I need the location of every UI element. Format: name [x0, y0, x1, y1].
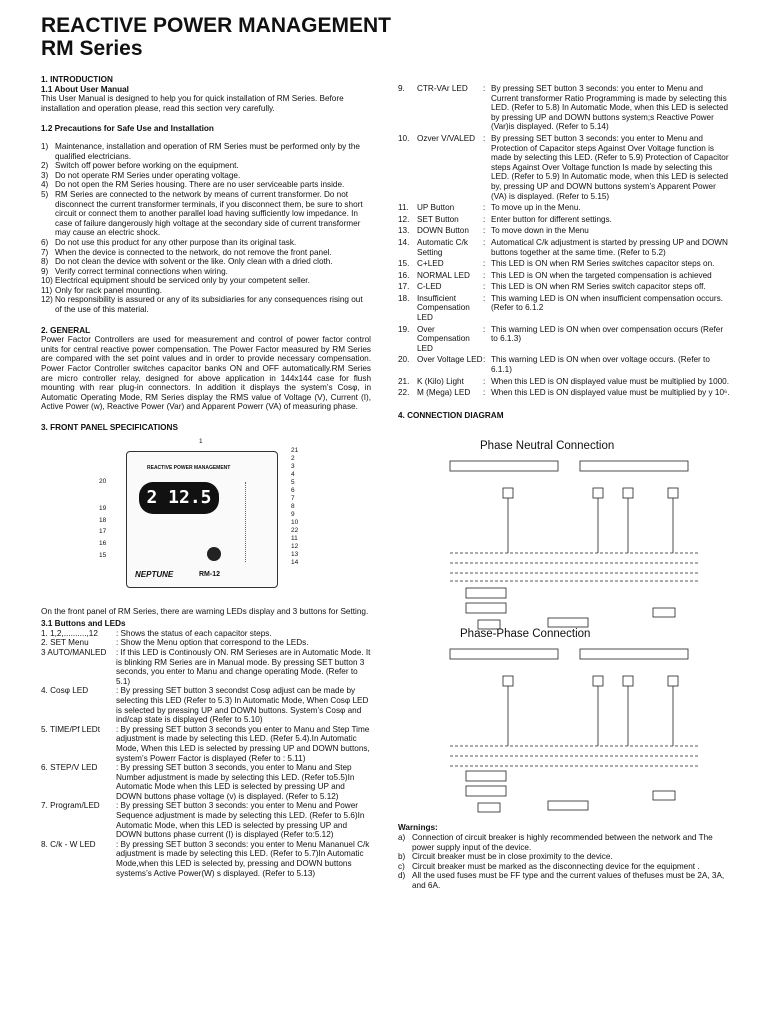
led-key: 1. 1,2,..........,12 — [41, 628, 98, 638]
item-number: 17. — [398, 282, 410, 292]
connection-heading: 4. CONNECTION DIAGRAM — [398, 410, 504, 420]
callout-number: 12 — [291, 542, 299, 550]
led-key: 2. SET Menu — [41, 638, 89, 648]
callout-number: 8 — [291, 502, 295, 510]
item-key: C-LED — [417, 282, 442, 292]
led-description-item — [398, 84, 730, 132]
led-item — [41, 629, 371, 639]
title-line-2: RM Series — [41, 37, 143, 60]
item-text: Only for rack panel mounting. — [55, 285, 162, 295]
callout-number: 22 — [291, 526, 299, 534]
led-item — [41, 638, 371, 648]
item-key: NORMAL LED — [417, 270, 470, 280]
callout-number: 7 — [291, 494, 295, 502]
device-title: REACTIVE POWER MANAGEMENT — [147, 464, 231, 471]
callout-number: 10 — [291, 518, 299, 526]
led-item — [41, 725, 371, 763]
callout-number: 18 — [99, 516, 107, 524]
led-key: 6. STEP/V LED — [41, 763, 98, 773]
item-text: This warning LED is ON when insufficient compensation occurs. (Refer to 6.1.2 — [491, 293, 723, 313]
led-text: : By pressing SET button 3 seconds: you enter to Menu and Power Sequence adjustment is made by selecting this LED. (Refer to 5.6)In Automatic Mode, when this LED is selected by pressing UP and DOWN buttons phase current (I) is displayed (Refer to:5.12) — [116, 801, 365, 840]
callout-number: 13 — [291, 550, 299, 558]
led-description-item — [398, 282, 730, 292]
set-button — [207, 547, 221, 561]
callout-number: 6 — [291, 486, 295, 494]
precaution-item — [41, 267, 371, 277]
item-number: 1) — [41, 141, 49, 151]
item-letter: b) — [398, 852, 406, 862]
warning-item — [398, 852, 730, 862]
led-description-item — [398, 271, 730, 281]
led-description-item — [398, 294, 730, 323]
front-panel-heading: 3. FRONT PANEL SPECIFICATIONS — [41, 423, 178, 432]
led-text: : By pressing SET button 3 secondst Cosφ adjust can be made by selecting this LED (Refer to 5.3) In Automatic Mode, When Cosφ LED is selected by pressing UP and DOWN buttons. System’s Cosφ and ind/cap state is displayed (Refer to 5.10) — [116, 686, 369, 725]
item-number: 6) — [41, 237, 49, 247]
callout-number: 11 — [291, 534, 298, 542]
left-column — [41, 72, 371, 878]
led-key: 4. Cosφ LED — [41, 686, 89, 696]
precaution-item — [41, 161, 371, 171]
precaution-item — [41, 238, 371, 248]
diagram2-title: Phase-Phase Connection — [460, 628, 591, 641]
led-description-item — [398, 355, 730, 374]
callout-top-number: 1 — [199, 437, 203, 445]
led-description-item — [398, 238, 730, 257]
item-text: Connection of circuit breaker is highly recommended between the network and The power supply input of the device. — [412, 833, 713, 852]
device-front — [126, 451, 278, 588]
front-panel-figure — [41, 437, 371, 607]
item-text: By pressing SET button 3 seconds: you enter to Menu and Current transformer Ratio Programming is made by selecting this LED. (Refer to 5.8) In Automatic Mode, when this LED is selected by pressing UP and DOWN buttons system;s Reactive Power (Var)is displayed. (Refer to 5.14) — [491, 84, 729, 132]
warnings-heading: Warnings: — [398, 823, 438, 833]
led-description-item — [398, 325, 730, 354]
item-text: This LED is ON when the targeted compensation is achieved — [491, 270, 712, 280]
led-text: : By pressing SET button 3 seconds you enter to Manu and Step Time adjustment is made by selecting this LED. (Refer 5.4).In Automatic Mode, When this LED is selected by pressing UP and DOWN buttons, system’s Powerr Factor is displayed (Refer to : 5.11) — [116, 724, 370, 763]
item-text: Circuit breaker must be in close proximity to the device. — [412, 852, 613, 862]
colon: : — [483, 226, 486, 236]
item-key: Over Compensation LED — [417, 324, 470, 353]
item-number: 13. — [398, 226, 410, 236]
precautions-list — [41, 142, 371, 315]
item-text: Do not clean the device with solvent or the like. Only clean with a dried cloth. — [55, 257, 333, 267]
item-text: This warning LED is ON when over voltage occurs. (Refer to 6.1.1) — [491, 355, 710, 375]
item-text: To move down in the Menu — [491, 226, 589, 236]
item-number: 18. — [398, 293, 410, 303]
item-text: When this LED is ON displayed value must be multiplied by y 10⁶. — [491, 388, 730, 398]
buttons-leds-list — [41, 629, 371, 878]
item-number: 8) — [41, 257, 49, 267]
colon: : — [483, 355, 486, 365]
colon: : — [483, 84, 486, 93]
colon: : — [483, 324, 486, 334]
precaution-item — [41, 257, 371, 267]
item-number: 16. — [398, 270, 410, 280]
item-text: This LED is ON when RM Series switch capacitor steps off. — [491, 282, 706, 292]
item-number: 12) — [41, 295, 53, 305]
led-item — [41, 648, 371, 686]
item-number: 11) — [41, 285, 53, 295]
precaution-item — [41, 142, 371, 161]
callout-number: 4 — [291, 470, 295, 478]
precaution-item — [41, 180, 371, 190]
device-brand: NEPTUNE — [135, 569, 174, 579]
diagram1-title: Phase Neutral Connection — [480, 440, 615, 453]
item-key: Ozver V/VALED — [417, 133, 476, 143]
item-text: When the device is connected to the network, do not remove the front panel. — [55, 247, 332, 257]
precaution-item — [41, 171, 371, 181]
led-description-item — [398, 215, 730, 225]
item-key: Insufficient Compensation LED — [417, 293, 470, 323]
led-text: : Show the Menu option that correspond to the LEDs. — [116, 638, 309, 648]
precaution-item — [41, 286, 371, 296]
led-column — [245, 482, 274, 562]
front-panel-caption: On the front panel of RM Series, there are warning LEDs display and 3 buttons for Setting. — [41, 606, 369, 616]
item-letter: a) — [398, 833, 406, 842]
device-display: 2 12.5 — [139, 482, 219, 514]
general-text: Power Factor Controllers are used for measurement and control of power factor control units for central reactive power compensation. The Power Factor measured by RM Series are compared with the set point values and in order to provide necessary compensation. Power Factor Controller switches capacitor banks ON and OFF automatically.RM Series are micro controller relay, designed for above application in 144x144 case for flush mounting with rear plug-in connectors. In addition it displays the system’s Cosφ, in Automatic Operating Mode, RM Series display the RMS value of Voltage (V), Current (I), Active Power (w), Reactive Power (Var) and Apparent Powerr (VA) of measuring phase. — [41, 335, 371, 412]
diagram2-wiring — [438, 646, 738, 816]
colon: : — [483, 237, 486, 247]
diagram1-wiring — [438, 458, 738, 641]
colon: : — [483, 133, 486, 143]
colon: : — [483, 214, 486, 224]
left-callout-numbers — [99, 477, 106, 561]
led-item — [41, 763, 371, 801]
callout-number: 20 — [99, 477, 107, 485]
colon: : — [483, 203, 486, 213]
precaution-item — [41, 190, 371, 238]
led-text: : By pressing SET button 3 seconds: you enter to Menu Mananuel C/k adjustment is made by selecting this LED. (Refer to 5.7)In Automatic Mode,when this LED is selected by, pressing and DOWN buttons systems’s Active Power(W) s displayed. (Refer to 5.13) — [116, 839, 370, 878]
item-number: 14. — [398, 237, 410, 247]
colon: : — [483, 388, 486, 398]
warnings-block — [398, 823, 730, 890]
item-letter: c) — [398, 861, 405, 871]
item-number: 10) — [41, 276, 53, 286]
led-item — [41, 840, 371, 878]
item-text: When this LED is ON displayed value must be multiplied by 1000. — [491, 376, 730, 386]
warning-item — [398, 871, 730, 890]
right-callout-numbers — [291, 447, 298, 567]
warnings-list — [398, 833, 730, 891]
callout-number: 5 — [291, 478, 295, 486]
led-item — [41, 686, 371, 724]
warning-item — [398, 862, 730, 872]
item-number: 21. — [398, 376, 410, 386]
callout-number: 3 — [291, 462, 295, 470]
item-number: 2) — [41, 161, 49, 171]
item-key: Over Voltage LED — [417, 355, 483, 365]
precaution-item — [41, 276, 371, 286]
intro-heading: 1. INTRODUCTION — [41, 75, 113, 84]
item-key: K (Kilo) Light — [417, 376, 464, 386]
led-text: : Shows the status of each capacitor steps. — [116, 628, 272, 638]
precautions-heading: 1.2 Precautions for Safe Use and Installation — [41, 124, 214, 134]
intro-subheading: 1.1 About User Manual — [41, 84, 129, 94]
item-number: 7) — [41, 247, 49, 257]
item-text: Do not use this product for any other purpose than its original task. — [55, 237, 297, 247]
item-text: Do not operate RM Series under operating voltage. — [55, 170, 241, 180]
item-number: 20. — [398, 355, 410, 365]
item-text: To move up in the Menu. — [491, 203, 581, 213]
item-key: CTR-VAr LED — [417, 84, 468, 93]
precaution-item — [41, 295, 371, 314]
led-text: : By pressing SET button 3 seconds, you enter to Manu and Step Number adjustment is made by selecting this LED. (Refer to5.5)In Automatic Mode when this LED is selected by pressing UP and DOWN buttons phase voltage (v) is displayed. (Refer to 5.12) — [116, 763, 355, 801]
right-column — [398, 84, 730, 891]
colon: : — [483, 270, 486, 280]
page-title — [41, 14, 391, 60]
colon: : — [483, 376, 486, 386]
led-description-item — [398, 377, 730, 387]
item-text: Electrical equipment should be serviced only by your competent seller. — [55, 276, 310, 286]
item-text: RM Series are connected to the network by means of current transformer. Do not disconnect the current transformer terminals, if you disconnect them, be sure to short circuit or connect them to another parallel load having sufficiently low impedance. In case of failure dangerously high voltage at the secondary side of current transformer may cause an electric shock. — [55, 189, 363, 238]
item-text: Maintenance, installation and operation of RM Series must be performed only by the qualified electricians. — [55, 141, 360, 161]
device-model: RM-12 — [199, 570, 221, 578]
led-description-item — [398, 134, 730, 201]
item-text: Enter button for different settings. — [491, 214, 612, 224]
precaution-item — [41, 248, 371, 258]
buttons-leds-heading: 3.1 Buttons and LEDs — [41, 619, 126, 629]
led-description-item — [398, 388, 730, 398]
item-key: C+LED — [417, 259, 444, 269]
item-key: M (Mega) LED — [417, 388, 471, 398]
led-key: 8. C/k - W LED — [41, 839, 96, 849]
callout-number: 19 — [99, 505, 107, 513]
phase-neutral-diagram — [398, 420, 730, 630]
callout-number: 2 — [291, 454, 295, 462]
callout-number: 9 — [291, 510, 295, 518]
item-key: SET Button — [417, 214, 459, 224]
phase-phase-diagram — [398, 630, 730, 820]
callout-number: 21 — [291, 446, 299, 454]
callout-number: 17 — [99, 528, 107, 536]
led-key: 7. Program/LED — [41, 801, 100, 811]
led-text: : If this LED is Continously ON. RM Serieses are in Automatic Mode. It is blinking RM Series are in Manual mode. By pressing SET button 3 seconds, you enter to Manu and change operating Mode. (Refer to 5.1) — [116, 647, 371, 686]
title-line-1: REACTIVE POWER MANAGEMENT — [41, 14, 392, 37]
led-description-item — [398, 226, 730, 236]
item-number: 15. — [398, 259, 410, 269]
item-number: 11. — [398, 203, 409, 213]
item-number: 9. — [398, 84, 405, 93]
item-number: 9) — [41, 266, 49, 276]
item-letter: d) — [398, 871, 406, 881]
item-text: Circuit breaker must be marked as the disconnecting device for the equipment . — [412, 861, 700, 871]
led-descriptions-list — [398, 84, 730, 398]
item-text: Switch off power before working on the equipment. — [55, 161, 239, 171]
colon: : — [483, 293, 486, 303]
item-number: 19. — [398, 324, 410, 334]
intro-text: This User Manual is designed to help you for quick installation of RM Series. Before installation and operation please, read this section very carefully. — [41, 94, 344, 113]
item-text: All the used fuses must be FF type and the current values of thefuses must be 2A, 3A, and 6A. — [412, 871, 725, 890]
item-key: UP Button — [417, 203, 455, 213]
item-key: Automatic C/k Setting — [417, 237, 468, 257]
item-number: 22. — [398, 388, 410, 398]
item-number: 12. — [398, 214, 410, 224]
colon: : — [483, 259, 486, 269]
callout-number: 16 — [99, 539, 107, 547]
callout-number: 14 — [291, 558, 299, 566]
item-text: This LED is ON when RM Series switches capacitor steps on. — [491, 259, 715, 269]
item-text: Do not open the RM Series housing. There are no user serviceable parts inside. — [55, 180, 345, 190]
callout-number: 15 — [99, 551, 107, 559]
item-key: DOWN Button — [417, 226, 469, 236]
led-item — [41, 801, 371, 839]
general-heading: 2. GENERAL — [41, 325, 91, 335]
item-number: 4) — [41, 180, 49, 190]
item-text: By pressing SET button 3 seconds: you enter to Menu and Protection of Capacitor steps Against Over Voltage function is made by selecting this LED. (Refer to 5.9) Protection of Capacitor steps Against Over Voltage function Is made by selecting this LED. (Refer to 5.9) In Automatic mode, when this LED is selected by, pressing UP and DOWN buttons system’s Apparent Power (VA) is displayed. (Refer to 5.15) — [491, 133, 729, 201]
item-text: No responsibility is assured or any of its subsidiaries for any consequences rising out of the use of this material. — [55, 295, 363, 315]
item-number: 3) — [41, 170, 49, 180]
item-text: Automatical C/k adjustment is started by pressing UP and DOWN buttons together at the same time. (Refer to 5.2) — [491, 237, 728, 257]
led-key: 5. TIME/Pf LEDt — [41, 724, 100, 734]
colon: : — [483, 282, 486, 292]
item-text: This warning LED is ON when over compensation occurs (Refer to 6.1.3) — [491, 324, 724, 344]
item-text: Verify correct terminal connections when wiring. — [55, 266, 228, 276]
warning-item — [398, 833, 730, 852]
led-description-item — [398, 259, 730, 269]
led-description-item — [398, 203, 730, 213]
item-number: 10. — [398, 133, 410, 143]
led-key: 3 AUTO/MANLED — [41, 647, 107, 657]
item-number: 5) — [41, 189, 49, 199]
